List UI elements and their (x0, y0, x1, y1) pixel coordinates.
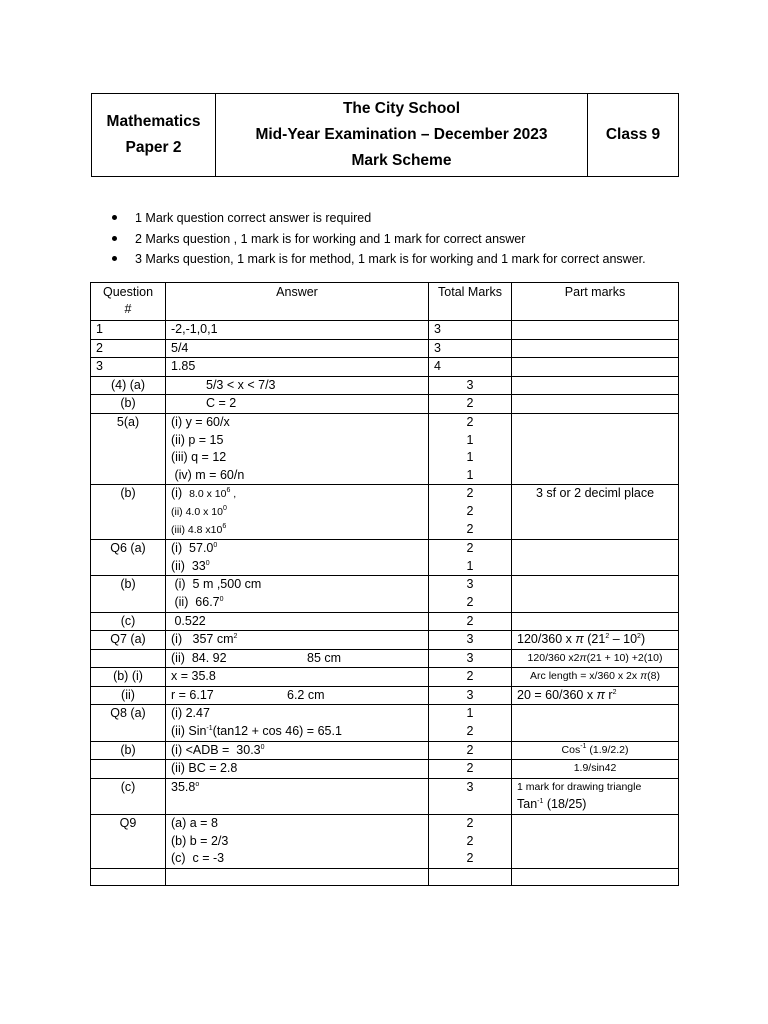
question-number: 3 (91, 358, 166, 377)
question-number: 5(a) (91, 413, 166, 484)
table-row (91, 760, 679, 779)
answer-cell: 35.8$^o$ (166, 778, 429, 814)
answer-cell: x = 35.8 (166, 668, 429, 687)
part-marks-cell (512, 321, 679, 340)
table-row (91, 413, 679, 484)
exam-title-cell (216, 94, 588, 177)
table-row (91, 321, 679, 340)
answer-cell: (i) 357 $cm^2$ (166, 631, 429, 650)
answer-cell: 5/4 (166, 339, 429, 358)
table-row (91, 540, 679, 576)
part-marks-cell: 20 = 60/360 x π $r^2$ (512, 686, 679, 705)
total-marks-cell: 2 (429, 395, 512, 414)
answer-cell: 1.85 (166, 358, 429, 377)
total-marks-cell: 2 2 2 (429, 815, 512, 869)
total-marks-cell: 3 (429, 778, 512, 814)
table-row (91, 358, 679, 377)
total-marks-cell: 1 2 (429, 705, 512, 741)
question-number: (b) (91, 741, 166, 760)
answer-cell: (ii) BC = 2.8 (166, 760, 429, 779)
answer-cell: 5/3 < x < 7/3 (166, 376, 429, 395)
table-header-row (91, 283, 679, 321)
total-marks-cell: 3 (429, 321, 512, 340)
answer-cell: (i) y = 60/x (ii) p = 15 (iii) q = 12 (iv) m = 60/n (166, 413, 429, 484)
total-marks-cell: 2 (429, 741, 512, 760)
question-number (91, 760, 166, 779)
subject-cell (92, 94, 216, 177)
part-marks-cell: Arc length = x/360 x 2x π(8) (512, 668, 679, 687)
question-number: (ii) (91, 686, 166, 705)
header-table (91, 93, 679, 177)
class-label: Class 9 (605, 126, 661, 143)
table-row (91, 612, 679, 631)
part-marks-cell (512, 376, 679, 395)
answer-cell (166, 868, 429, 885)
total-marks-cell: 3 (429, 376, 512, 395)
part-marks-cell: 120/360 x2π(21 + 10) +2(10) (512, 649, 679, 668)
table-row (91, 576, 679, 612)
part-marks-cell (512, 358, 679, 377)
part-marks-cell: Cos$^{-1}$ (1.9/2.2) (512, 741, 679, 760)
instruction-item: 2 Marks question , 1 mark is for working and 1 mark for correct answer (108, 229, 646, 250)
question-number: 1 (91, 321, 166, 340)
document-type: Mark Scheme (351, 152, 452, 169)
instructions-list (108, 208, 646, 270)
answer-cell: 0.522 (166, 612, 429, 631)
answer-cell: (i) 5 m ,500 cm (ii) 66.7$^0$ (166, 576, 429, 612)
table-row (91, 485, 679, 540)
part-marks-cell: 3 sf or 2 deciml place (512, 485, 679, 540)
part-marks-cell (512, 395, 679, 414)
part-marks-cell: 1.9/sin42 (512, 760, 679, 779)
question-number: Q6 (a) (91, 540, 166, 576)
header-answer: Answer (166, 283, 429, 321)
question-number: (b) (91, 576, 166, 612)
part-marks-cell (512, 576, 679, 612)
question-number: (b) (i) (91, 668, 166, 687)
question-number: (b) (91, 395, 166, 414)
total-marks-cell: 3 2 (429, 576, 512, 612)
question-number: (4) (a) (91, 376, 166, 395)
answer-cell: (i) 57.0$^0$ (ii) $33^0$ (166, 540, 429, 576)
question-number: (c) (91, 778, 166, 814)
mark-scheme-table (90, 282, 679, 886)
question-number: (b) (91, 485, 166, 540)
part-marks-cell (512, 339, 679, 358)
answer-cell: (ii) 84. 92 85 cm (166, 649, 429, 668)
total-marks-cell: 2 2 2 (429, 485, 512, 540)
answer-cell: C = 2 (166, 395, 429, 414)
total-marks-cell: 2 (429, 668, 512, 687)
total-marks-cell: 3 (429, 631, 512, 650)
part-marks-cell (512, 868, 679, 885)
part-marks-cell (512, 413, 679, 484)
total-marks-cell: 2 1 (429, 540, 512, 576)
total-marks-cell: 3 (429, 649, 512, 668)
question-number: (c) (91, 612, 166, 631)
total-marks-cell: 4 (429, 358, 512, 377)
paper-number: Paper 2 (125, 139, 182, 156)
table-row (91, 631, 679, 650)
question-number (91, 868, 166, 885)
answer-cell: (a) a = 8 (b) b = 2/3 (c) c = -3 (166, 815, 429, 869)
instruction-item: 1 Mark question correct answer is required (108, 208, 646, 229)
question-number: Q9 (91, 815, 166, 869)
subject: Mathematics (106, 113, 201, 130)
table-row (91, 395, 679, 414)
table-row (91, 649, 679, 668)
table-row (91, 741, 679, 760)
answer-cell: (i) 2.47 (ii) Sin$^{-1}$(tan12 + cos 46) = 65.1 (166, 705, 429, 741)
table-row-empty (91, 868, 679, 885)
instruction-item: 3 Marks question, 1 mark is for method, 1 mark is for working and 1 mark for correct answer. (108, 249, 646, 270)
part-marks-cell: 1 mark for drawing triangle Tan$^{-1}$ (18/25) (512, 778, 679, 814)
school-name: The City School (342, 100, 461, 117)
question-number (91, 649, 166, 668)
table-row (91, 778, 679, 814)
header-part-marks: Part marks (512, 283, 679, 321)
table-row (91, 376, 679, 395)
total-marks-cell: 2 (429, 760, 512, 779)
table-row (91, 668, 679, 687)
total-marks-cell: 3 (429, 339, 512, 358)
answer-cell: r = 6.17 6.2 cm (166, 686, 429, 705)
part-marks-cell (512, 705, 679, 741)
part-marks-cell (512, 815, 679, 869)
part-marks-cell (512, 540, 679, 576)
class-cell (588, 94, 679, 177)
answer-cell: (i) 8.0 x $10^6$ , (ii) 4.0 x $10^0$ (iii) 4.8 $x10^6$ (166, 485, 429, 540)
table-row (91, 705, 679, 741)
part-marks-cell (512, 612, 679, 631)
header-total-marks: Total Marks (429, 283, 512, 321)
question-number: Q7 (a) (91, 631, 166, 650)
question-number: 2 (91, 339, 166, 358)
total-marks-cell (429, 868, 512, 885)
total-marks-cell: 3 (429, 686, 512, 705)
header-question: Question # (91, 283, 166, 321)
table-row (91, 815, 679, 869)
answer-cell: (i) <ADB = 30.3$^0$ (166, 741, 429, 760)
total-marks-cell: 2 (429, 612, 512, 631)
total-marks-cell: 2 1 1 1 (429, 413, 512, 484)
answer-cell: -2,-1,0,1 (166, 321, 429, 340)
table-row (91, 339, 679, 358)
question-number: Q8 (a) (91, 705, 166, 741)
part-marks-cell: 120/360 x π $(21^2 - 10^2)$ (512, 631, 679, 650)
table-row (91, 686, 679, 705)
exam-name: Mid-Year Examination – December 2023 (255, 126, 548, 143)
